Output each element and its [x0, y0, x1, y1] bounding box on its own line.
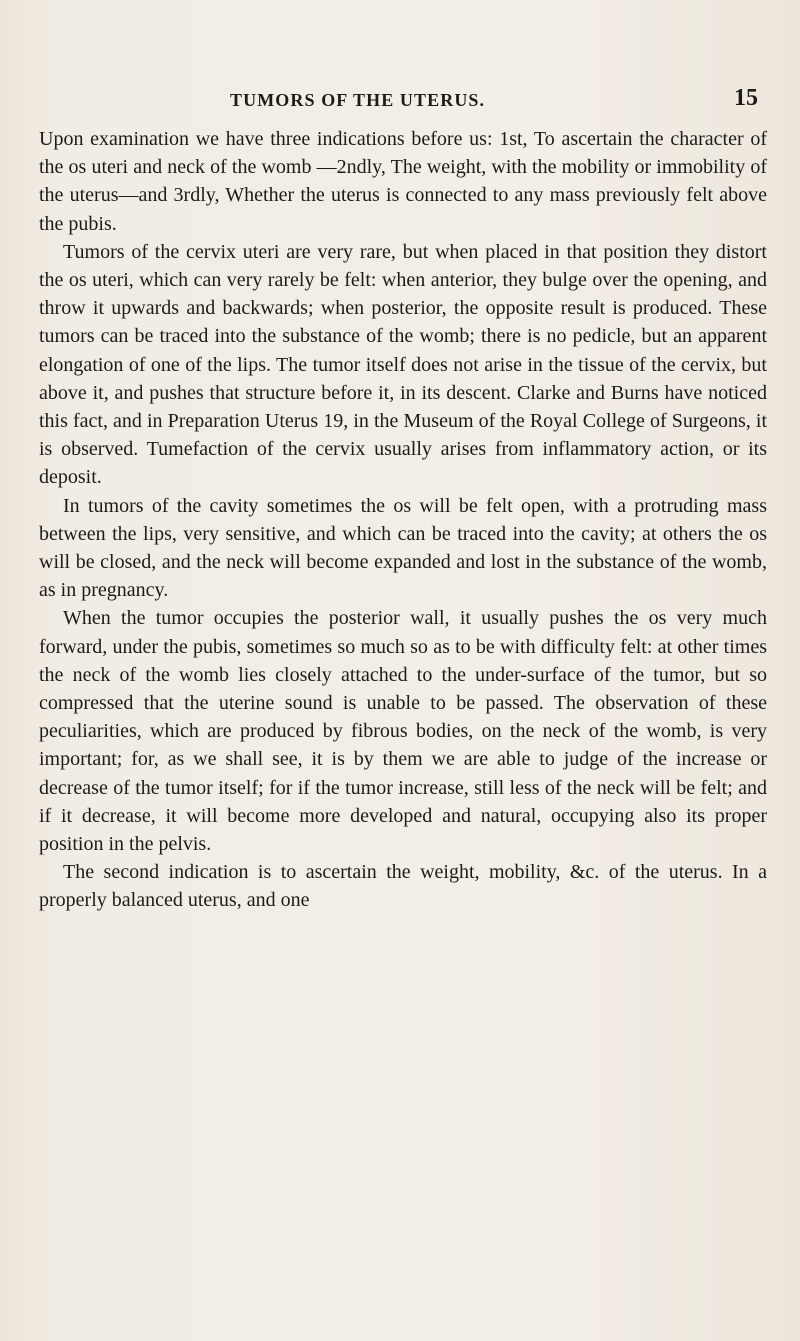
paragraph-2: Tumors of the cervix uteri are very rare, but when placed in that position they distort the os uteri, which can very rarely be felt: when anterior, they bulge over the opening, and throw it upwards and backwards; when posterior, the opposite result is produced. These tumors can be traced into the substance of the womb; there is no pedicle, but an apparent elongation of one of the lips. The tumor itself does not arise in the tissue of the cervix, but above it, and pushes that structure before it, in its descent. Clarke and Burns have noticed this fact, and in Preparation Uterus 19, in the Museum of the Royal College of Surgeons, it is observed. Tumefaction of the cervix usually arises from inflammatory action, or its deposit. — [39, 240, 767, 489]
page-number: 15 — [734, 85, 758, 111]
paragraph-3: In tumors of the cavity sometimes the os will be felt open, with a protruding mass between the lips, very sensitive, and which can be traced into the cavity; at others the os will be closed, and the neck will become expanded and lost in the substance of the womb, as in pregnancy. — [39, 494, 767, 602]
body-text — [39, 125, 767, 915]
paragraph-4: When the tumor occupies the posterior wall, it usually pushes the os very much forward, under the pubis, sometimes so much so as to be with difficulty felt: at other times the neck of the womb lies closely attached to the under-surface of the tumor, but so compressed that the uterine sound is unable to be passed. The observation of these peculiarities, which are produced by fibrous bodies, on the neck of the womb, is very important; for, as we shall see, it is by them we are able to judge of the increase or decrease of the tumor itself; for if the tumor increase, still less of the neck will be felt; and if it decrease, it will become more developed and natural, occupying also its proper position in the pelvis. — [39, 607, 767, 856]
paragraph-1: Upon examination we have three indications before us: 1st, To ascertain the character of the os uteri and neck of the womb —2ndly, The weight, with the mobility or immobility of the uterus—and 3rdly, Whether the uterus is connected to any mass previously felt above the pubis. — [39, 128, 767, 235]
paragraph-5: The second indication is to ascertain the weight, mobility, &c. of the uterus. In a properly balanced uterus, and one — [39, 861, 767, 912]
page-header — [40, 85, 760, 120]
running-title: TUMORS OF THE UTERUS. — [230, 90, 486, 110]
